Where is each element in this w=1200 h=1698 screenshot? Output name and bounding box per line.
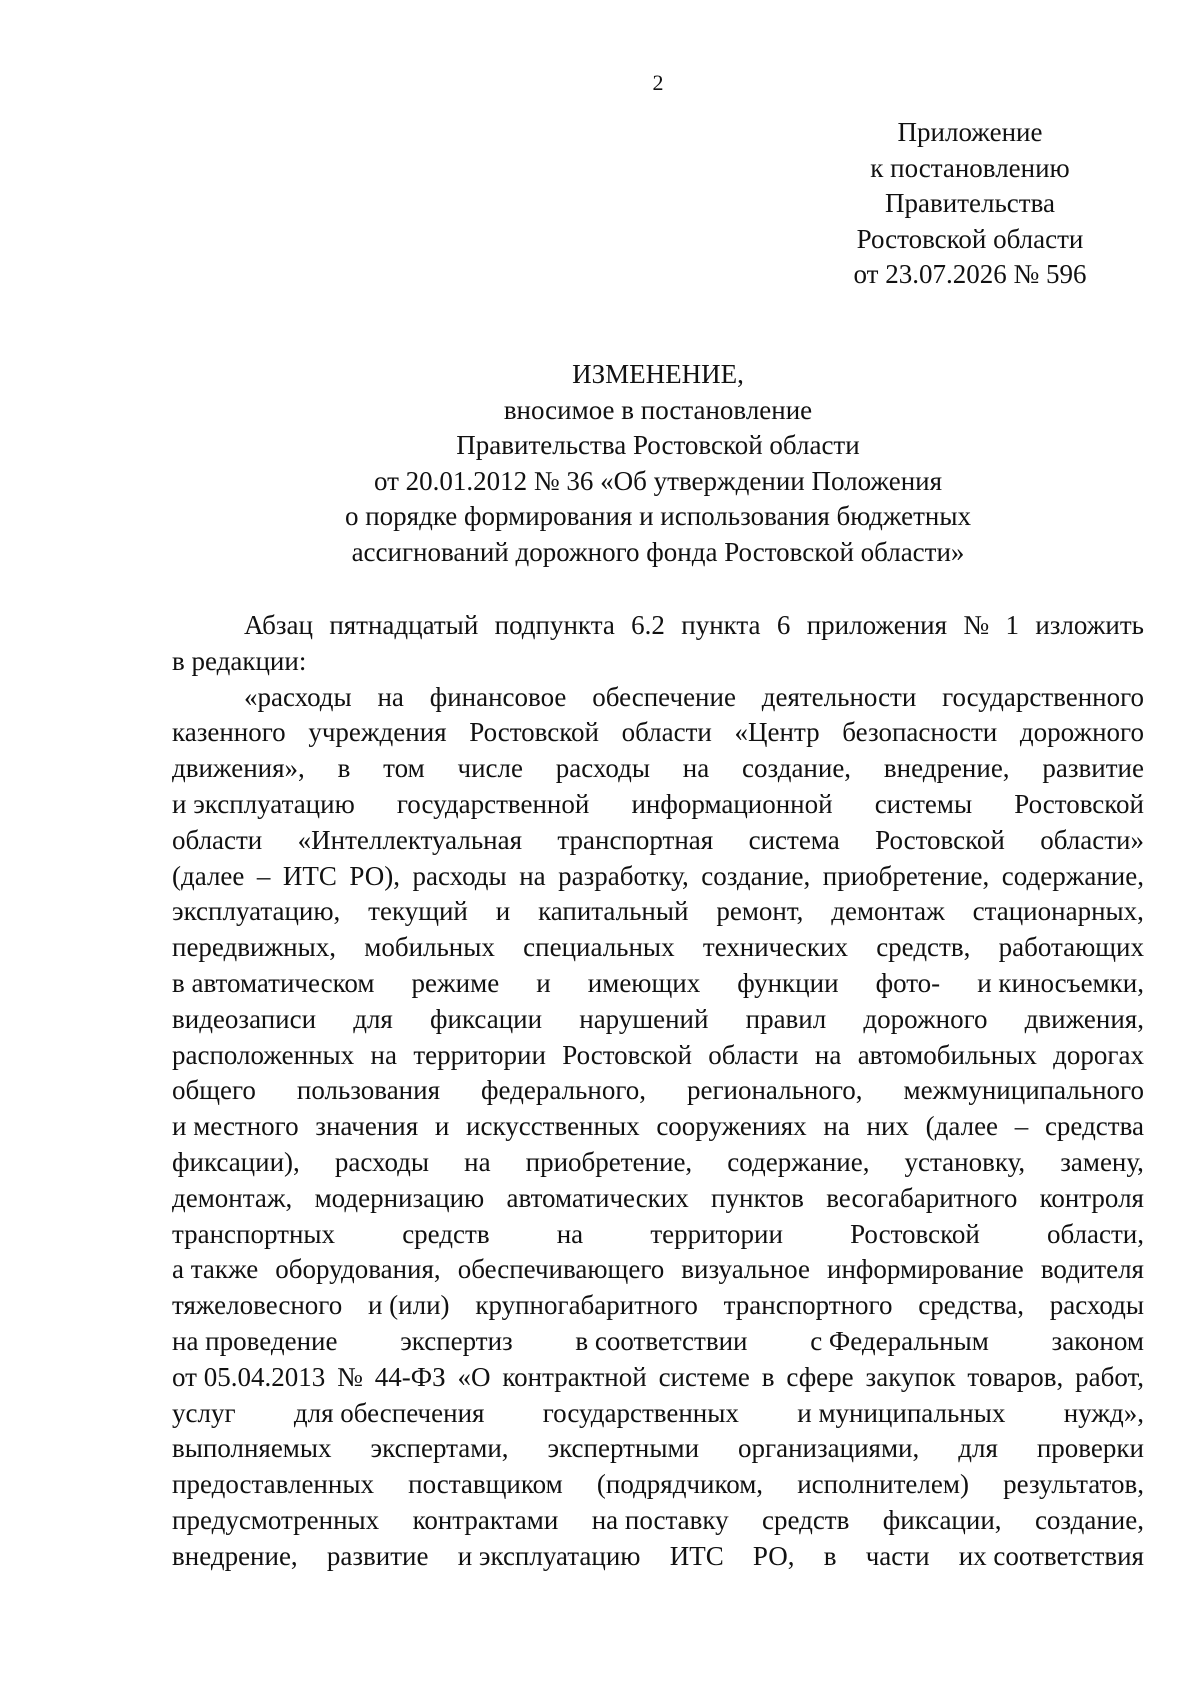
body-word: функции <box>737 967 839 998</box>
body-word: установку, <box>904 1146 1026 1177</box>
body-word: в <box>337 753 351 784</box>
body-word: приложения <box>806 610 948 640</box>
body-word: а также <box>172 1254 259 1285</box>
body-word: транспортных <box>172 1218 336 1249</box>
body-word: расположенных <box>172 1039 355 1070</box>
appendix-line: Правительства <box>885 188 1055 218</box>
body-word: приобретение, <box>822 860 990 891</box>
body-word: казенного <box>172 717 286 748</box>
body-word: пункта <box>681 610 761 640</box>
body-word: водителя <box>1040 1254 1144 1285</box>
body-word: на <box>464 1146 491 1177</box>
body-word: их соответствия <box>958 1540 1144 1571</box>
body-word: государственных <box>542 1397 739 1428</box>
body-word: ИТС <box>282 860 337 891</box>
body-word: сооружениях <box>656 1111 807 1142</box>
title-line: ассигнований дорожного фонда Ростовской области» <box>351 536 965 567</box>
body-word: визуальное <box>681 1254 810 1285</box>
body-word: Ростовской <box>875 824 1005 855</box>
body-word: предоставленных <box>172 1469 374 1500</box>
body-word: – <box>256 860 271 891</box>
body-line <box>172 787 1144 823</box>
body-word: на <box>370 1039 397 1070</box>
body-word: эксплуатацию, <box>172 896 341 927</box>
body-word: государственной <box>396 788 590 819</box>
body-word: государственного <box>942 681 1144 712</box>
body-word: в автоматическом <box>172 967 375 998</box>
body-word: Ростовской <box>850 1218 980 1249</box>
body-word: нарушений <box>579 1003 709 1034</box>
body-word: 44-ФЗ <box>374 1361 446 1392</box>
body-word: с Федеральным <box>810 1325 989 1356</box>
body-word: видеозаписи <box>172 1003 317 1034</box>
body-word: создание, <box>1034 1504 1144 1535</box>
body-word: и <box>536 967 551 998</box>
body-word: экспертами, <box>370 1433 509 1464</box>
document-title <box>172 357 1144 570</box>
body-word: Ростовской <box>562 1039 692 1070</box>
body-word: межмуниципального <box>903 1075 1144 1106</box>
body-word: внедрение, <box>883 753 1010 784</box>
body-word: дорожного <box>1019 717 1144 748</box>
body-word: развитие <box>1042 753 1144 784</box>
body-line <box>172 608 1144 644</box>
body-word: числе <box>457 753 523 784</box>
body-word: и местного <box>172 1111 299 1142</box>
body-text <box>172 608 1144 1575</box>
body-word: транспортного <box>723 1290 893 1321</box>
body-line <box>172 644 1144 680</box>
body-word: экспертиз <box>400 1325 513 1356</box>
body-word: создание, <box>742 753 852 784</box>
body-line <box>172 1109 1144 1145</box>
body-word: территории <box>413 1039 546 1070</box>
body-word: на <box>682 753 710 784</box>
body-word: содержание, <box>727 1146 870 1177</box>
body-word: области <box>172 824 263 855</box>
body-word: части <box>865 1540 930 1571</box>
body-word: текущий <box>368 896 468 927</box>
body-word: территории <box>650 1218 783 1249</box>
body-word: области <box>708 1039 799 1070</box>
body-word: контрактной <box>502 1361 647 1392</box>
body-word: для обеспечения <box>293 1397 485 1428</box>
body-word: федерального, <box>481 1075 646 1106</box>
body-line <box>172 1073 1144 1109</box>
body-word: специальных <box>523 932 675 963</box>
body-word: предусмотренных <box>172 1504 380 1535</box>
body-line <box>172 1288 1144 1324</box>
body-word: мобильных <box>364 932 495 963</box>
body-word: передвижных, <box>172 932 336 963</box>
body-word: на <box>377 681 404 712</box>
body-word: регионального, <box>686 1075 863 1106</box>
body-word: демонтаж, <box>172 1182 293 1213</box>
body-word: информирование <box>827 1254 1024 1285</box>
body-word: стационарных, <box>972 896 1144 927</box>
body-word: № <box>337 1361 363 1392</box>
body-word: Абзац <box>244 610 313 640</box>
body-word: расходы <box>412 860 507 891</box>
body-line <box>172 930 1144 966</box>
body-word: (далее <box>172 860 245 891</box>
body-word: (далее <box>925 1111 999 1142</box>
body-word: Ростовской <box>469 717 599 748</box>
body-word: 6 <box>776 610 791 640</box>
body-word: средств, <box>876 932 971 963</box>
body-word: на поставку <box>591 1504 729 1535</box>
body-word: имеющих <box>587 967 701 998</box>
body-line <box>172 715 1144 751</box>
body-word: автоматических <box>506 1182 689 1213</box>
appendix-line: к постановлению <box>870 152 1070 183</box>
body-word: результатов, <box>1003 1469 1144 1500</box>
body-word: от 05.04.2013 <box>172 1361 326 1392</box>
body-word: области <box>621 717 712 748</box>
body-word: на <box>814 1039 842 1070</box>
body-word: модернизацию <box>314 1182 485 1213</box>
title-line: ИЗМЕНЕНИЕ, <box>572 359 744 389</box>
body-word: том <box>383 753 425 784</box>
body-line <box>172 1145 1144 1181</box>
body-word: капитальный <box>538 896 689 927</box>
body-line <box>172 1038 1144 1074</box>
body-word: № <box>963 610 990 640</box>
body-word: система <box>748 824 840 855</box>
body-word: для <box>353 1003 393 1034</box>
body-word: и <box>495 896 511 927</box>
body-word: пятнадцатый <box>329 610 479 640</box>
body-word: правил <box>745 1003 827 1034</box>
body-word: системы <box>874 788 973 819</box>
body-word: в <box>823 1540 837 1571</box>
body-word: тяжеловесного <box>172 1290 343 1321</box>
body-word: транспортная <box>557 824 714 855</box>
body-word: «О <box>457 1361 491 1392</box>
body-word: весогабаритного <box>826 1182 1018 1213</box>
body-line <box>172 751 1144 787</box>
appendix-header <box>790 115 1150 293</box>
body-word: (подрядчиком, <box>596 1469 764 1500</box>
body-word: работ, <box>1075 1361 1144 1392</box>
body-word: в <box>761 1361 775 1392</box>
body-word: «Интеллектуальная <box>297 824 523 855</box>
body-word: движения, <box>1024 1003 1144 1034</box>
body-word: создание, <box>701 860 811 891</box>
body-word: технических <box>702 932 848 963</box>
body-word: на <box>556 1218 584 1249</box>
body-word: ремонт, <box>716 896 804 927</box>
body-word: учреждения <box>308 717 447 748</box>
body-line <box>172 966 1144 1002</box>
appendix-line: Приложение <box>897 117 1043 147</box>
appendix-line: от 23.07.2026 № 596 <box>853 259 1087 289</box>
body-line <box>172 680 1144 716</box>
body-word: работающих <box>998 932 1144 963</box>
body-word: товаров, <box>967 1361 1064 1392</box>
body-word: «Центр <box>734 717 820 748</box>
body-word: выполняемых <box>172 1433 332 1464</box>
body-word: закупок <box>865 1361 956 1392</box>
body-line <box>172 1217 1144 1253</box>
body-word: подпункта <box>494 610 615 640</box>
body-line <box>172 1181 1144 1217</box>
body-word: и муниципальных <box>797 1397 1006 1428</box>
body-word: исполнителем) <box>797 1469 969 1500</box>
body-word: Ростовской <box>1014 788 1144 819</box>
body-line <box>172 1467 1144 1503</box>
body-word: проверки <box>1036 1433 1144 1464</box>
body-word: РО, <box>752 1540 795 1571</box>
body-word: экспертными <box>547 1433 700 1464</box>
body-word: общего <box>172 1075 256 1106</box>
body-word: приобретение, <box>525 1146 693 1177</box>
body-word: фиксации <box>430 1003 543 1034</box>
body-line <box>172 859 1144 895</box>
body-word: на <box>519 860 546 891</box>
body-word: дорогах <box>1053 1039 1144 1070</box>
body-word: пунктов <box>711 1182 804 1213</box>
body-word: на проведение <box>172 1325 338 1356</box>
appendix-line: Ростовской области <box>856 223 1084 254</box>
body-word: средств <box>761 1504 850 1535</box>
body-word: расходы <box>555 753 650 784</box>
body-word: внедрение, <box>172 1540 298 1571</box>
body-word: организациями, <box>738 1433 920 1464</box>
body-line <box>172 823 1144 859</box>
body-word: содержание, <box>1001 860 1144 891</box>
body-line <box>172 1539 1144 1575</box>
body-word: нужд», <box>1063 1397 1144 1428</box>
body-word: финансовое <box>429 681 567 712</box>
body-word: контрактами <box>412 1504 559 1535</box>
body-word: фото- <box>875 967 941 998</box>
body-word: на <box>823 1111 850 1142</box>
body-word: расходы <box>334 1146 430 1177</box>
body-word: услуг <box>172 1397 236 1428</box>
body-word: искусственных <box>466 1111 640 1142</box>
body-line <box>172 1324 1144 1360</box>
body-word: области» <box>1040 824 1144 855</box>
body-word: 6.2 <box>631 610 665 640</box>
body-word: безопасности <box>842 717 998 748</box>
body-word: ИТС <box>669 1540 724 1571</box>
body-word: фиксации), <box>172 1146 300 1177</box>
body-word: 1 <box>1005 610 1019 640</box>
body-word: сфере <box>786 1361 854 1392</box>
body-word: оборудования, <box>275 1254 441 1285</box>
body-word: области, <box>1046 1218 1144 1249</box>
body-line <box>172 1252 1144 1288</box>
body-word: в соответствии <box>575 1325 748 1356</box>
body-word: разработку, <box>558 860 689 891</box>
body-word: демонтаж <box>831 896 945 927</box>
body-word: расходы <box>1049 1290 1144 1321</box>
body-word: движения», <box>172 753 305 784</box>
body-word: них <box>866 1111 909 1142</box>
body-word: и <box>434 1111 450 1142</box>
body-word: изложить <box>1035 610 1144 640</box>
page-number: 2 <box>652 70 664 95</box>
body-word: информационной <box>631 788 833 819</box>
body-word: – <box>1014 1111 1029 1142</box>
body-line <box>172 1503 1144 1539</box>
body-word: РО), <box>349 860 400 891</box>
title-line: от 20.01.2012 № 36 «Об утверждении Положения <box>373 465 943 496</box>
body-word: пользования <box>296 1075 441 1106</box>
body-word: деятельности <box>761 681 917 712</box>
body-word: системе <box>658 1361 750 1392</box>
title-line: Правительства Ростовской области <box>456 430 860 460</box>
body-word: развитие <box>326 1540 429 1571</box>
title-line: вносимое в постановление <box>503 394 813 425</box>
body-word: крупногабаритного <box>475 1290 698 1321</box>
body-word: значения <box>315 1111 419 1142</box>
body-word: обеспечение <box>592 681 736 712</box>
body-line <box>172 1002 1144 1038</box>
body-line <box>172 1360 1144 1396</box>
body-word: поставщиком <box>408 1469 563 1500</box>
title-line: о порядке формирования и использования бюджетных <box>344 501 971 531</box>
body-word: средства, <box>918 1290 1024 1321</box>
body-word: режиме <box>411 967 500 998</box>
body-word: обеспечивающего <box>457 1254 665 1285</box>
body-word: и (или) <box>367 1290 450 1321</box>
body-word: и эксплуатацию <box>172 788 355 819</box>
body-word: и эксплуатацию <box>457 1540 641 1571</box>
body-word: для <box>958 1433 998 1464</box>
body-word: фиксации, <box>882 1504 1002 1535</box>
body-line <box>172 1396 1144 1432</box>
body-word: замену, <box>1060 1146 1144 1177</box>
body-word: законом <box>1051 1325 1144 1356</box>
body-word: и киносъемки, <box>977 967 1144 998</box>
body-word: средства <box>1044 1111 1144 1142</box>
body-word: средств <box>402 1218 490 1249</box>
body-word: автомобильных <box>857 1039 1037 1070</box>
body-word: дорожного <box>863 1003 988 1034</box>
body-word: контроля <box>1039 1182 1144 1213</box>
body-line <box>172 894 1144 930</box>
body-word: «расходы <box>244 681 352 712</box>
body-word: в редакции: <box>172 645 307 676</box>
body-line <box>172 1431 1144 1467</box>
